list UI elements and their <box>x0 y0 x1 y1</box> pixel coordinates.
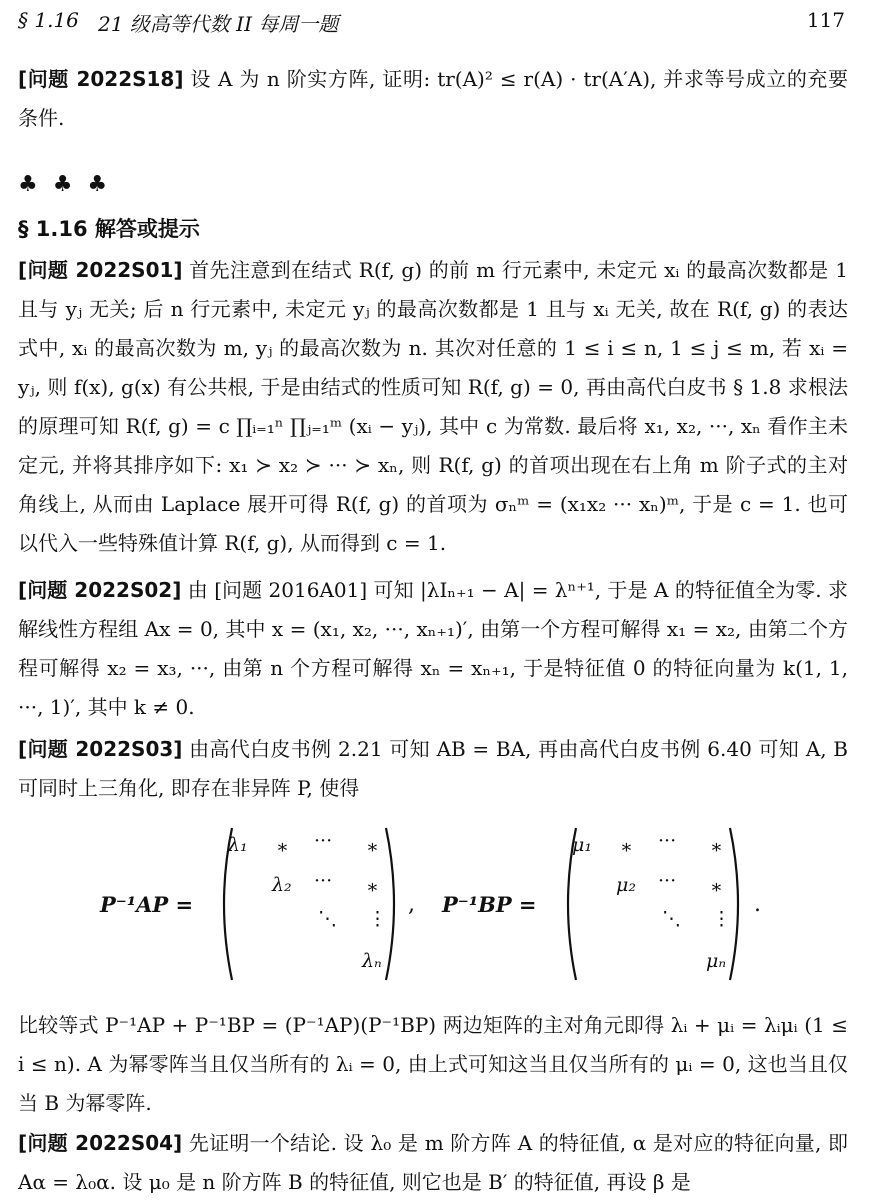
eq-label-a: P⁻¹AP = <box>100 892 194 917</box>
matrix-b-star: ∗ <box>710 836 723 858</box>
section-heading: § 1.16 解答或提示 <box>18 217 200 241</box>
answer-label: [问题 2022S02] <box>18 578 182 602</box>
problem-2022s18 <box>18 60 848 138</box>
matrix-equation <box>18 822 848 992</box>
answer-2022s04 <box>18 1124 848 1202</box>
answer-label: [问题 2022S01] <box>18 258 183 282</box>
answer-label: [问题 2022S04] <box>18 1131 183 1155</box>
matrix-b-vdots: ⋮ <box>712 908 731 930</box>
answer-text: 由 [问题 2016A01] 可知 |λIₙ₊₁ − A| = λⁿ⁺¹, 于是 A 的特征值全为零. 求解线性方程组 Ax = 0, 其中 x = (x₁, x₂, ···, xₙ₊₁)′, 由第一个方程可解得 x₁ = x₂, 由第二个方程可解得 x₂ = x₃, ···, 由第 n 个方程可解得 xₙ = xₙ₊₁, 于是特征值 0 的特征向量为 k(1, 1, ···, 1)′, 其中 k ≠ 0. <box>18 578 848 719</box>
matrix-a-hdots: ··· <box>314 830 333 852</box>
problem-text: 设 A 为 n 阶实方阵, 证明: tr(A)² ≤ r(A) · tr(A′A), 并求等号成立的充要条件. <box>18 67 848 130</box>
matrix-b <box>558 824 748 984</box>
matrix-b-hdots: ··· <box>658 830 677 852</box>
matrix-a-vdots: ⋮ <box>368 908 387 930</box>
matrix-b-d1: μ₁ <box>572 834 592 856</box>
header-section-number: § 1.16 <box>18 8 79 32</box>
matrix-a-d2: λ₂ <box>272 874 292 896</box>
problem-label: [问题 2022S18] <box>18 67 184 91</box>
answer-text: 由高代白皮书例 2.21 可知 AB = BA, 再由高代白皮书例 6.40 可知 A, B 可同时上三角化, 即存在非异阵 P, 使得 <box>18 737 848 800</box>
clubs-separator: ♣ ♣ ♣ <box>18 172 112 197</box>
matrix-a-hdots: ··· <box>314 870 333 892</box>
matrix-b-d2: μ₂ <box>616 874 636 896</box>
matrix-a-d1: λ₁ <box>228 834 248 856</box>
matrix-a-ddots: ⋱ <box>318 908 337 930</box>
eq-label-b: P⁻¹BP = <box>442 892 537 917</box>
matrix-a-dn: λₙ <box>362 950 382 972</box>
answer-2022s02 <box>18 571 848 727</box>
matrix-b-star: ∗ <box>620 836 633 858</box>
answer-text: 先证明一个结论. 设 λ₀ 是 m 阶方阵 A 的特征值, α 是对应的特征向量, 即 Aα = λ₀α. 设 μ₀ 是 n 阶方阵 B 的特征值, 则它也是 B′ 的特征值, 再设 β 是 <box>18 1131 848 1194</box>
matrix-b-star: ∗ <box>710 876 723 898</box>
running-header <box>18 8 845 38</box>
matrix-a <box>214 824 404 984</box>
matrix-b-dn: μₙ <box>706 950 727 972</box>
header-title: 21 级高等代数 II 每周一题 <box>98 12 339 36</box>
matrix-b-ddots: ⋱ <box>662 908 681 930</box>
matrix-a-star: ∗ <box>276 836 289 858</box>
page-number: 117 <box>806 8 845 32</box>
matrix-a-star: ∗ <box>366 876 379 898</box>
answer-2022s03 <box>18 730 848 808</box>
comma: , <box>408 892 415 917</box>
matrix-b-hdots: ··· <box>658 870 677 892</box>
period: . <box>754 892 761 917</box>
matrix-a-star: ∗ <box>366 836 379 858</box>
answer-2022s03-continued: 比较等式 P⁻¹AP + P⁻¹BP = (P⁻¹AP)(P⁻¹BP) 两边矩阵的主对角元即得 λᵢ + μᵢ = λᵢμᵢ (1 ≤ i ≤ n). A 为幂零阵当且仅当所有的 λᵢ = 0, 由上式可知这当且仅当所有的 μᵢ = 0, 这也当且仅当 B 为幂零阵. <box>18 1013 848 1115</box>
answer-2022s01 <box>18 251 848 563</box>
answer-text: 首先注意到在结式 R(f, g) 的前 m 行元素中, 未定元 xᵢ 的最高次数都是 1 且与 yⱼ 无关; 后 n 行元素中, 未定元 yⱼ 的最高次数都是 1 且与 xᵢ 无关, 故在 R(f, g) 的表达式中, xᵢ 的最高次数为 m, yⱼ 的最高次数为 n. 其次对任意的 1 ≤ i ≤ n, 1 ≤ j ≤ m, 若 xᵢ = yⱼ, 则 f(x), g(x) 有公共根, 于是由结式的性质可知 R(f, g) = 0, 再由高代白皮书 § 1.8 求根法的原理可知 R(f, g) = c ∏ᵢ₌₁ⁿ ∏ⱼ₌₁ᵐ (xᵢ − yⱼ), 其中 c 为常数. 最后将 x₁, x₂, ···, xₙ 看作主未定元, 并将其排序如下: x₁ ≻ x₂ ≻ ··· ≻ xₙ, 则 R(f, g) 的首项出现在右上角 m 阶子式的主对角线上, 从而由 Laplace 展开可得 R(f, g) 的首项为 σₙᵐ = (x₁x₂ ··· xₙ)ᵐ, 于是 c = 1. 也可以代入一些特殊值计算 R(f, g), 从而得到 c = 1. <box>18 258 848 555</box>
answer-label: [问题 2022S03] <box>18 737 183 761</box>
